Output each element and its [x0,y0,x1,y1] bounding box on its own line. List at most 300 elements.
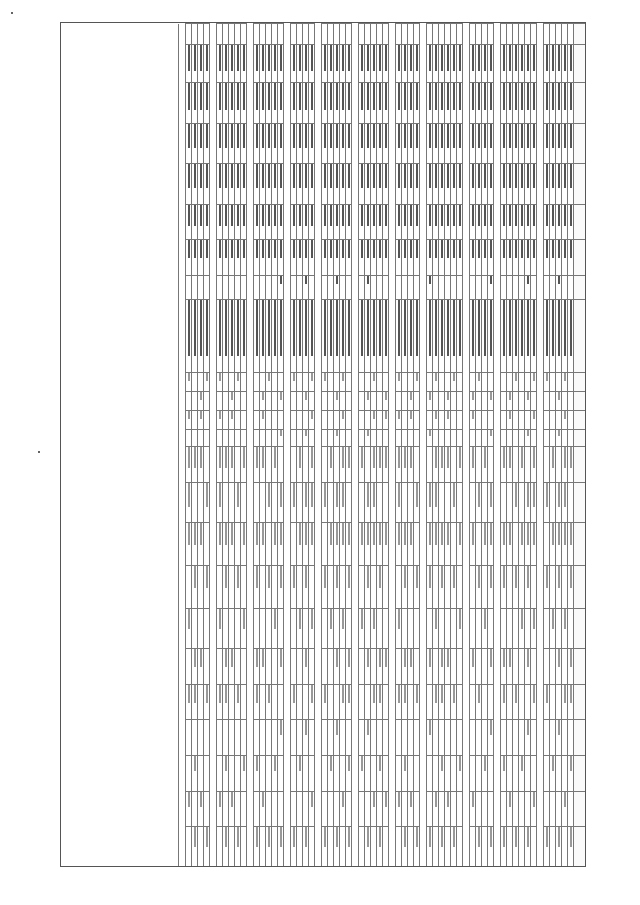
unreadable-text-mark [490,392,492,400]
table-cell [439,756,445,792]
table-cell [340,827,346,867]
table-cell [531,123,537,163]
table-cell [254,164,260,204]
unreadable-text-mark [256,685,258,703]
table-cell [488,447,494,483]
table-cell [192,720,198,756]
table-cell [291,791,297,827]
table-cell [359,827,365,867]
unreadable-text-mark [441,124,443,148]
table-cell [427,24,433,45]
table-cell [346,523,352,566]
table-cell [359,240,365,276]
table-cell [241,123,247,163]
table-cell [235,447,241,483]
table-cell [254,565,260,608]
table-cell [445,720,451,756]
table-cell [513,275,519,299]
table-cell [544,24,550,45]
unreadable-text-mark [299,124,301,148]
table-cell [402,756,408,792]
table-cell [340,649,346,685]
table-cell [525,608,531,648]
table-cell [568,373,574,392]
table-cell [204,392,210,411]
unreadable-text-mark [509,411,511,419]
unreadable-text-mark [305,392,307,400]
unreadable-text-mark [225,83,227,110]
table-cell [266,720,272,756]
column-header-c09 [574,299,587,373]
unreadable-text-mark [243,124,245,148]
table-cell [525,204,531,240]
table-cell [482,720,488,756]
table-cell [291,123,297,163]
unreadable-text-mark [299,609,301,629]
unreadable-text-mark [564,792,566,807]
table-cell [550,45,556,83]
unreadable-text-mark [484,300,486,356]
table-cell [198,684,204,720]
unreadable-text-mark [459,164,461,188]
table-cell [359,756,365,792]
unreadable-text-mark [552,205,554,226]
table-cell [556,299,562,373]
table-cell [365,299,371,373]
table-cell [235,123,241,163]
table-row [414,24,420,868]
table-cell [266,791,272,827]
table-cell [217,83,223,123]
table-cell [272,24,278,45]
unreadable-text-mark [385,447,387,468]
unreadable-text-mark [206,685,208,703]
unreadable-text-mark [490,523,492,545]
table-cell [365,482,371,522]
unreadable-text-mark [564,685,566,703]
unreadable-text-mark [274,240,276,258]
unreadable-text-mark [379,83,381,110]
table-cell [223,299,229,373]
table-cell [531,275,537,299]
block-gap [247,24,254,868]
table-cell [433,447,439,483]
unreadable-text-mark [373,300,375,356]
table-cell [266,523,272,566]
block-gap [494,24,501,868]
unreadable-text-mark [194,240,196,258]
table-cell [402,565,408,608]
unreadable-text-mark [361,447,363,468]
table-cell [513,204,519,240]
table-cell [501,756,507,792]
unreadable-text-mark [552,45,554,71]
unreadable-text-mark [330,756,332,771]
table-cell [544,827,550,867]
table-cell [501,204,507,240]
table-cell [414,649,420,685]
unreadable-text-mark [200,45,202,71]
table-cell [544,791,550,827]
table-cell [396,240,402,276]
unreadable-text-mark [231,411,233,419]
unreadable-text-mark [484,205,486,226]
unreadable-text-mark [243,83,245,110]
table-cell [476,240,482,276]
block-gap [463,24,470,868]
unreadable-text-mark [367,83,369,110]
table-cell [507,411,513,430]
table-cell [192,649,198,685]
table-cell [550,608,556,648]
table-cell [383,649,389,685]
unreadable-text-mark [453,124,455,148]
table-cell [359,430,365,447]
table-cell [476,684,482,720]
table-cell [439,565,445,608]
unreadable-text-mark [416,83,418,110]
table-cell [303,240,309,276]
unreadable-text-mark [385,649,387,667]
table-cell [254,649,260,685]
unreadable-text-mark [509,205,511,226]
unreadable-text-mark [299,756,301,771]
table-cell [550,240,556,276]
table-cell [235,275,241,299]
table-cell [383,430,389,447]
table-cell [322,83,328,123]
unreadable-text-mark [200,164,202,188]
unreadable-text-mark [490,124,492,148]
unreadable-text-mark [490,649,492,667]
table-cell [519,123,525,163]
table-cell [204,204,210,240]
unreadable-text-mark [404,447,406,468]
table-cell [223,411,229,430]
table-cell [340,164,346,204]
table-cell [334,24,340,45]
unreadable-text-mark [293,205,295,226]
unreadable-text-mark [429,523,431,545]
table-cell [402,164,408,204]
table-cell [476,204,482,240]
table-cell [408,299,414,373]
unreadable-text-mark [243,609,245,629]
table-cell [544,608,550,648]
unreadable-text-mark [564,411,566,419]
unreadable-text-mark [231,205,233,226]
table-cell [260,482,266,522]
table-cell [223,791,229,827]
table-cell [340,123,346,163]
table-cell [507,482,513,522]
table-cell [501,565,507,608]
table-cell [192,204,198,240]
table-cell [457,608,463,648]
table-cell [309,720,315,756]
table-cell [476,164,482,204]
unreadable-text-mark [435,45,437,71]
table-cell [223,430,229,447]
unreadable-text-mark [311,83,313,110]
table-row [556,24,562,868]
table-cell [297,482,303,522]
unreadable-text-mark [410,300,412,356]
table-cell [439,649,445,685]
unreadable-text-mark [453,83,455,110]
table-cell [408,447,414,483]
unreadable-text-mark [373,240,375,258]
unreadable-text-mark [231,649,233,667]
table-cell [359,684,365,720]
table-cell [476,827,482,867]
table-cell [334,756,340,792]
unreadable-text-mark [521,83,523,110]
table-cell [371,299,377,373]
unreadable-text-mark [299,300,301,356]
unreadable-text-mark [533,45,535,71]
unreadable-text-mark [336,430,338,436]
table-cell [433,240,439,276]
table-cell [217,275,223,299]
table-cell [439,275,445,299]
table-cell [297,240,303,276]
table-cell [396,373,402,392]
unreadable-text-mark [515,83,517,110]
unreadable-text-mark [373,609,375,629]
table-cell [223,275,229,299]
table-cell [229,447,235,483]
unreadable-text-mark [311,124,313,148]
table-cell [223,45,229,83]
table-cell [383,447,389,483]
table-cell [198,720,204,756]
unreadable-text-mark [570,83,572,110]
table-cell [223,565,229,608]
unreadable-text-mark [416,827,418,847]
table-cell [377,299,383,373]
table-cell [383,608,389,648]
table-cell [525,430,531,447]
unreadable-text-mark [367,483,369,507]
unreadable-text-mark [200,205,202,226]
unreadable-text-mark [231,124,233,148]
table-cell [223,482,229,522]
table-cell [359,123,365,163]
table-cell [470,240,476,276]
unreadable-text-mark [237,685,239,703]
table-cell [254,204,260,240]
unreadable-text-mark [416,685,418,703]
unreadable-text-mark [435,83,437,110]
table-cell [519,482,525,522]
unreadable-text-mark [533,411,535,419]
table-cell [309,204,315,240]
table-cell [519,447,525,483]
unreadable-text-mark [484,45,486,71]
table-cell [414,204,420,240]
table-cell [223,720,229,756]
unreadable-text-mark [564,609,566,629]
table-cell [457,649,463,685]
unreadable-text-mark [435,124,437,148]
table-cell [365,275,371,299]
table-cell [427,649,433,685]
table-cell [501,720,507,756]
table-cell [488,430,494,447]
unreadable-text-mark [194,649,196,667]
table-cell [396,123,402,163]
unreadable-text-mark [459,240,461,258]
table-cell [531,791,537,827]
unreadable-text-mark [398,609,400,629]
table-cell [297,430,303,447]
table-cell [278,447,284,483]
unreadable-text-mark [330,124,332,148]
table-cell [377,392,383,411]
table-cell [408,482,414,522]
unreadable-text-mark [324,827,326,847]
table-cell [562,608,568,648]
unreadable-text-mark [515,205,517,226]
table-cell [513,565,519,608]
unreadable-text-mark [243,240,245,258]
table-cell [507,756,513,792]
table-cell [396,392,402,411]
table-row [525,24,531,868]
table-cell [371,684,377,720]
unreadable-text-mark [410,45,412,71]
table-cell [346,411,352,430]
table-cell [359,649,365,685]
table-cell [229,649,235,685]
table-cell [309,565,315,608]
table-cell [229,123,235,163]
table-cell [322,720,328,756]
table-cell [427,373,433,392]
table-cell [451,791,457,827]
table-cell [235,565,241,608]
table-cell [346,275,352,299]
unreadable-text-mark [570,164,572,188]
unreadable-text-mark [509,164,511,188]
table-cell [235,411,241,430]
table-cell [346,299,352,373]
table-cell [408,373,414,392]
table-row [309,24,315,868]
table-cell [562,649,568,685]
unreadable-text-mark [256,45,258,71]
unreadable-text-mark [367,430,369,436]
table-cell [402,649,408,685]
table-cell [365,523,371,566]
table-cell [266,430,272,447]
table-cell [501,649,507,685]
table-cell [383,204,389,240]
table-cell [254,447,260,483]
unreadable-text-mark [262,792,264,807]
unreadable-text-mark [527,523,529,545]
unreadable-text-mark [330,205,332,226]
unreadable-text-mark [342,792,344,807]
table-cell [346,24,352,45]
unreadable-text-mark [194,447,196,468]
unreadable-text-mark [367,649,369,667]
table-cell [445,83,451,123]
table-cell [433,164,439,204]
unreadable-text-mark [268,124,270,148]
table-cell [550,123,556,163]
unreadable-text-mark [490,827,492,847]
table-cell [414,684,420,720]
unreadable-text-mark [521,609,523,629]
unreadable-text-mark [324,45,326,71]
table-cell [544,164,550,204]
table-cell [297,447,303,483]
unreadable-text-mark [256,240,258,258]
unreadable-text-mark [367,523,369,545]
table-cell [482,791,488,827]
unreadable-text-mark [521,205,523,226]
unreadable-text-mark [490,566,492,588]
table-cell [414,482,420,522]
unreadable-text-mark [348,566,350,588]
table-cell [470,275,476,299]
table-cell [309,827,315,867]
unreadable-text-mark [564,240,566,258]
table-cell [482,373,488,392]
table-cell [198,123,204,163]
table-cell [297,123,303,163]
table-cell [476,565,482,608]
unreadable-text-mark [188,411,190,419]
unreadable-text-mark [348,83,350,110]
table-cell [340,430,346,447]
table-cell [488,649,494,685]
unreadable-text-mark [348,447,350,468]
table-cell [451,275,457,299]
unreadable-text-mark [367,566,369,588]
table-cell [451,164,457,204]
table-cell [408,411,414,430]
unreadable-text-mark [367,276,369,284]
table-row [470,24,476,868]
table-cell [427,565,433,608]
table-cell [266,482,272,522]
block-gap-cell [463,24,470,868]
unreadable-text-mark [404,124,406,148]
unreadable-text-mark [546,164,548,188]
table-cell [260,791,266,827]
unreadable-text-mark [410,164,412,188]
table-cell [507,24,513,45]
table-cell [451,756,457,792]
table-cell [291,827,297,867]
unreadable-text-mark [533,792,535,807]
table-cell [346,565,352,608]
unreadable-text-mark [533,609,535,629]
unreadable-text-mark [527,205,529,226]
table-cell [272,164,278,204]
unreadable-text-mark [206,83,208,110]
unreadable-text-mark [429,205,431,226]
table-cell [266,392,272,411]
table-cell [562,756,568,792]
table-cell [303,756,309,792]
unreadable-text-mark [435,523,437,545]
table-cell [297,756,303,792]
table-cell [204,45,210,83]
